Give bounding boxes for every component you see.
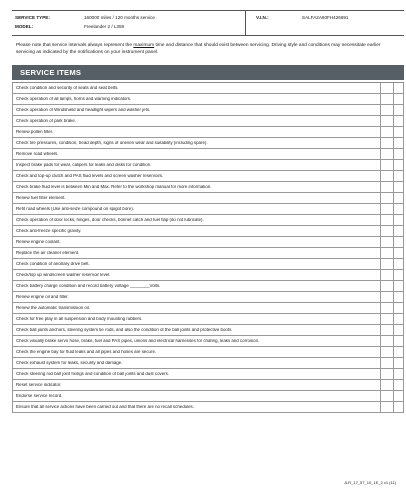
service-item-text: Renew engine coolant. [16, 240, 61, 244]
check-column-divider [380, 171, 381, 181]
check-column-divider [380, 160, 381, 170]
table-row [12, 193, 404, 204]
model-value: Freelander 2 / L359 [84, 24, 125, 29]
check-column-divider [403, 105, 404, 115]
service-item-text: Renew engine oil and filter. [16, 295, 69, 299]
service-item-text: Refit road wheels (Use anti-seize compound on spigot bore). [16, 207, 134, 211]
check-column-divider [393, 248, 394, 258]
check-column-divider [380, 215, 381, 225]
check-column-divider [393, 138, 394, 148]
check-column-divider [380, 281, 381, 291]
check-column-divider [380, 237, 381, 247]
check-column-divider [393, 193, 394, 203]
table-row [12, 127, 404, 138]
table-row [12, 391, 404, 402]
table-row [12, 105, 404, 116]
check-column-divider [403, 292, 404, 302]
service-item-text: Renew fuel filter element. [16, 196, 66, 200]
table-row [12, 270, 404, 281]
service-items-table [12, 82, 404, 413]
check-column-divider [393, 336, 394, 346]
check-column-divider [393, 281, 394, 291]
table-row [12, 325, 404, 336]
service-interval-note [16, 42, 396, 56]
table-row [12, 94, 404, 105]
document-header [12, 10, 404, 36]
check-column-divider [403, 204, 404, 214]
check-column-divider [380, 226, 381, 236]
table-row [12, 83, 404, 94]
table-row [12, 116, 404, 127]
table-row [12, 347, 404, 358]
check-column-divider [393, 226, 394, 236]
service-item-text: Check/top up windscreen washer reservoir level. [16, 273, 111, 277]
header-divider [245, 11, 246, 35]
check-column-divider [380, 292, 381, 302]
table-row [12, 281, 404, 292]
table-row [12, 138, 404, 149]
check-column-divider [403, 358, 404, 368]
check-column-divider [393, 182, 394, 192]
check-column-divider [393, 391, 394, 401]
check-column-divider [403, 248, 404, 258]
check-column-divider [380, 325, 381, 335]
table-row [12, 160, 404, 171]
service-item-text: Ensure that all service actions have been carried out and that there are no recall schedules. [16, 405, 194, 409]
check-column-divider [380, 347, 381, 357]
table-row [12, 402, 404, 413]
check-column-divider [403, 215, 404, 225]
service-type-label: SERVICE TYPE: [15, 15, 50, 20]
check-column-divider [380, 116, 381, 126]
service-item-text: Renew the automatic transmission oil. [16, 306, 90, 310]
check-column-divider [393, 237, 394, 247]
check-column-divider [393, 160, 394, 170]
table-row [12, 171, 404, 182]
service-type-value: 160000 miles / 120 months service [84, 15, 155, 20]
check-column-divider [393, 292, 394, 302]
service-item-text: Check and top-up clutch and PAS fluid levels and screen washer reservoirs. [16, 174, 164, 178]
check-column-divider [403, 336, 404, 346]
check-column-divider [393, 83, 394, 93]
check-column-divider [380, 369, 381, 379]
service-item-text: Check tire pressures, condition, tread depth, signs of uneven wear and suitability (including spare). [16, 141, 208, 145]
table-row [12, 237, 404, 248]
service-item-text: Check battery charge condition and record battery voltage ________Volts. [16, 284, 161, 288]
check-column-divider [393, 314, 394, 324]
check-column-divider [403, 138, 404, 148]
table-row [12, 248, 404, 259]
table-row [12, 259, 404, 270]
table-row [12, 292, 404, 303]
check-column-divider [403, 270, 404, 280]
check-column-divider [393, 347, 394, 357]
check-column-divider [403, 182, 404, 192]
check-column-divider [403, 347, 404, 357]
vin-label: V.I.N.: [256, 15, 269, 20]
check-column-divider [380, 248, 381, 258]
note-emphasis: maximum [133, 43, 155, 48]
check-column-divider [403, 193, 404, 203]
check-column-divider [403, 226, 404, 236]
check-column-divider [403, 380, 404, 390]
check-column-divider [380, 138, 381, 148]
check-column-divider [403, 402, 404, 412]
check-column-divider [403, 237, 404, 247]
check-column-divider [403, 160, 404, 170]
check-column-divider [393, 270, 394, 280]
service-item-text: Check anti-freeze specific gravity. [16, 229, 82, 233]
check-column-divider [403, 259, 404, 269]
service-item-text: Check operation of all lamps, horns and warning indicators. [16, 97, 132, 101]
check-column-divider [380, 193, 381, 203]
vin-value: SALFA2A60FH426691 [302, 15, 349, 20]
service-item-text: Replace the air cleaner element. [16, 251, 80, 255]
service-item-text: Check condition and security of seats and seat belts. [16, 86, 119, 90]
check-column-divider [393, 116, 394, 126]
check-column-divider [393, 303, 394, 313]
check-column-divider [403, 303, 404, 313]
check-column-divider [380, 391, 381, 401]
check-column-divider [380, 303, 381, 313]
service-item-text: Renew pollen filter. [16, 130, 54, 134]
check-column-divider [403, 94, 404, 104]
check-column-divider [403, 149, 404, 159]
check-column-divider [393, 402, 394, 412]
check-column-divider [403, 369, 404, 379]
check-column-divider [393, 171, 394, 181]
note-text-start: Please note that service intervals always represent the [16, 43, 134, 48]
table-row [12, 182, 404, 193]
check-column-divider [393, 204, 394, 214]
service-item-text: Endorse service record. [16, 394, 63, 398]
check-column-divider [380, 402, 381, 412]
check-column-divider [380, 149, 381, 159]
check-column-divider [380, 83, 381, 93]
check-column-divider [393, 259, 394, 269]
service-item-text: Check operation of Windshield and headlight wipers and washer jets. [16, 108, 151, 112]
table-row [12, 215, 404, 226]
check-column-divider [403, 281, 404, 291]
service-item-text: Check operation of door locks, hinges, door checks, bonnet catch and fuel flap (do not lubricate). [16, 218, 204, 222]
service-item-text: Remove road wheels. [16, 152, 59, 156]
check-column-divider [393, 105, 394, 115]
service-item-text: Inspect brake pads for wear, calipers for leaks and disks for condition. [16, 163, 152, 167]
table-row [12, 314, 404, 325]
service-item-text: Check steering rod ball joint fixings and condition of ball joints and dust covers. [16, 372, 170, 376]
table-row [12, 226, 404, 237]
check-column-divider [403, 391, 404, 401]
service-item-text: Check for free play in all suspension and body mounting rubbers. [16, 317, 143, 321]
service-item-text: Check the engine bay for fluid leaks and all pipes and hoses are secure. [16, 350, 157, 354]
note-text-end: time and distance that should exist between servicing. Driving style and conditions may necessitate earlier servicing as indicated by the notifications on your instrument panel. [16, 43, 381, 55]
check-column-divider [393, 215, 394, 225]
service-item-text: Check operation of park brake. [16, 119, 77, 123]
table-row [12, 204, 404, 215]
check-column-divider [380, 259, 381, 269]
check-column-divider [380, 127, 381, 137]
check-column-divider [403, 325, 404, 335]
check-column-divider [403, 171, 404, 181]
check-column-divider [403, 314, 404, 324]
check-column-divider [380, 105, 381, 115]
check-column-divider [380, 270, 381, 280]
service-item-text: Check condition of ancillary drive belt. [16, 262, 90, 266]
section-banner [12, 65, 404, 80]
check-column-divider [380, 380, 381, 390]
check-column-divider [380, 204, 381, 214]
check-column-divider [393, 369, 394, 379]
service-item-text: Check visually brake servo hose, brake, fuel and PAS pipes, unions and electrical harnesses for chafing, leaks and corrosion. [16, 339, 260, 343]
check-column-divider [403, 83, 404, 93]
model-label: MODEL: [15, 24, 34, 29]
check-column-divider [393, 94, 394, 104]
table-row [12, 358, 404, 369]
service-item-text: Reset service indicator. [16, 383, 62, 387]
check-column-divider [403, 127, 404, 137]
table-row [12, 369, 404, 380]
table-row [12, 303, 404, 314]
check-column-divider [393, 127, 394, 137]
check-column-divider [393, 358, 394, 368]
check-column-divider [380, 182, 381, 192]
check-column-divider [393, 380, 394, 390]
service-item-text: Check exhaust system for leaks, security and damage. [16, 361, 123, 365]
document-code: JLR_17_57_10_1E_2 v1 (11) [344, 480, 396, 485]
service-item-text: Check brake fluid level is between Min and Max. Refer to the workshop manual for more information. [16, 185, 212, 189]
check-column-divider [380, 314, 381, 324]
table-row [12, 336, 404, 347]
service-item-text: Check ball joints anchors, steering system tie rods, and also the condition of the ball joints and protective boots. [16, 328, 233, 332]
section-title: SERVICE ITEMS [20, 68, 82, 77]
check-column-divider [403, 116, 404, 126]
check-column-divider [393, 325, 394, 335]
table-row [12, 149, 404, 160]
check-column-divider [380, 358, 381, 368]
check-column-divider [393, 149, 394, 159]
table-row [12, 380, 404, 391]
check-column-divider [380, 336, 381, 346]
check-column-divider [380, 94, 381, 104]
